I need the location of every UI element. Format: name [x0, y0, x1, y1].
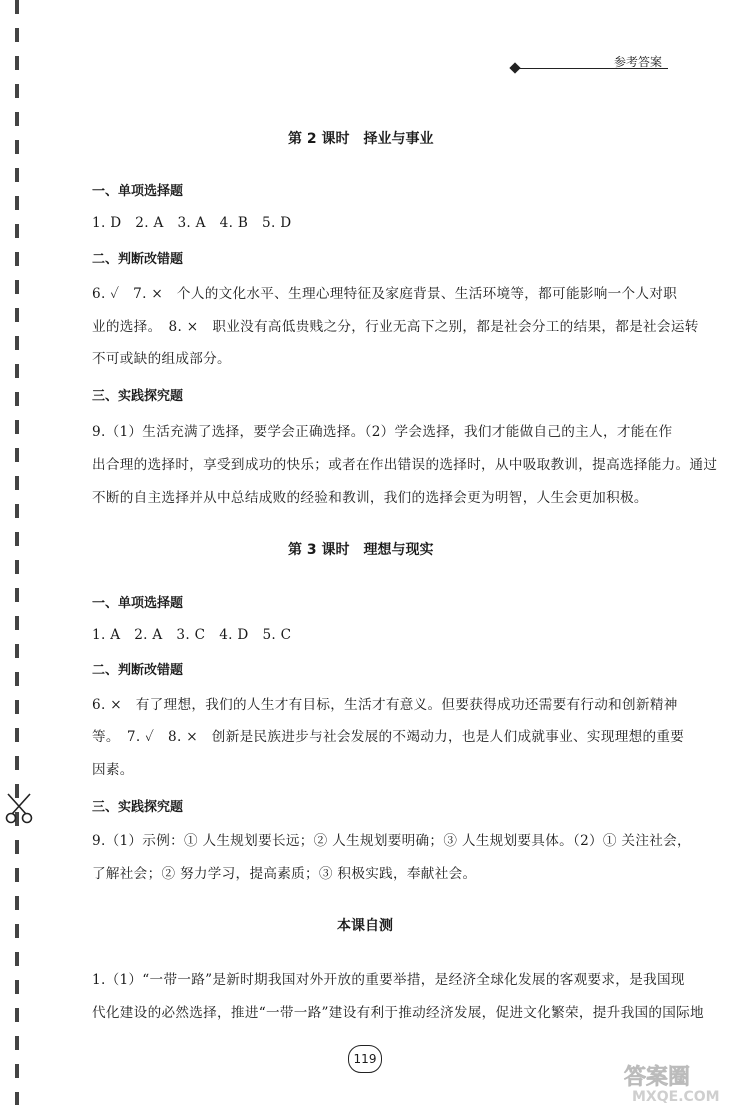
lesson-3-choice-answers: 1. A 2. A 3. C 4. D 5. C	[92, 627, 292, 643]
scissors-icon	[4, 792, 34, 826]
lesson-3-section-practice: 三、实践探究题	[92, 800, 184, 815]
lesson-2-judge-line-2: 业的选择。 8. × 职业没有高低贵贱之分，行业无高下之别，都是社会分工的结果，都是社会运转	[92, 319, 699, 335]
selftest-title: 本课自测	[337, 918, 393, 934]
lesson-3-title: 第 3 课时 理想与现实	[288, 542, 434, 558]
cut-line	[15, 0, 19, 1105]
lesson-3-section-choice: 一、单项选择题	[92, 596, 184, 611]
lesson-3-section-judge: 二、判断改错题	[92, 663, 184, 678]
lesson-2-section-choice: 一、单项选择题	[92, 184, 184, 199]
lesson-2-section-practice: 三、实践探究题	[92, 389, 184, 404]
lesson-3-judge-line-1: 6. × 有了理想，我们的人生才有目标，生活才有意义。但要获得成功还需要有行动和创新精神	[92, 697, 678, 713]
svg-text:答案圈: 答案圈	[624, 1065, 691, 1090]
selftest-line-1: 1.（1）“一带一路”是新时期我国对外开放的重要举措，是经济全球化发展的客观要求，是我国现	[92, 972, 685, 988]
header-label: 参考答案	[614, 55, 663, 69]
lesson-2-choice-answers: 1. D 2. A 3. A 4. B 5. D	[92, 215, 292, 231]
page-number: 119	[348, 1045, 382, 1073]
lesson-2-practice-line-2: 出合理的选择时，享受到成功的快乐；或者在作出错误的选择时，从中吸取教训，提高选择能力。通过	[92, 457, 718, 473]
lesson-2-title: 第 2 课时 择业与事业	[288, 131, 434, 147]
lesson-3-practice-line-2: 了解社会；② 努力学习，提高素质；③ 积极实践，奉献社会。	[92, 866, 477, 882]
lesson-2-practice-line-1: 9.（1）生活充满了选择，要学会正确选择。（2）学会选择，我们才能做自己的主人，才能在作	[92, 424, 673, 440]
lesson-2-judge-line-3: 不可或缺的组成部分。	[92, 351, 231, 367]
lesson-3-judge-line-3: 因素。	[92, 762, 134, 778]
lesson-3-judge-line-2: 等。 7. ✓ 8. × 创新是民族进步与社会发展的不竭动力，也是人们成就事业、实现理想的重要	[92, 729, 685, 745]
lesson-2-section-judge: 二、判断改错题	[92, 252, 184, 267]
lesson-3-practice-line-1: 9.（1）示例：① 人生规划要长远；② 人生规划要明确；③ 人生规划要具体。（2）① 关注社会，	[92, 833, 691, 849]
svg-text:MXQE.COM: MXQE.COM	[632, 1089, 720, 1104]
lesson-2-practice-line-3: 不断的自主选择并从中总结成败的经验和教训，我们的选择会更为明智，人生会更加积极。	[92, 490, 648, 506]
selftest-line-2: 代化建设的必然选择，推进“一带一路”建设有利于推动经济发展，促进文化繁荣，提升我国的国际地	[92, 1005, 704, 1021]
watermark-logo	[614, 1060, 744, 1104]
lesson-2-judge-line-1: 6. ✓ 7. × 个人的文化水平、生理心理特征及家庭背景、生活环境等，都可能影响一个人对职	[92, 286, 678, 302]
